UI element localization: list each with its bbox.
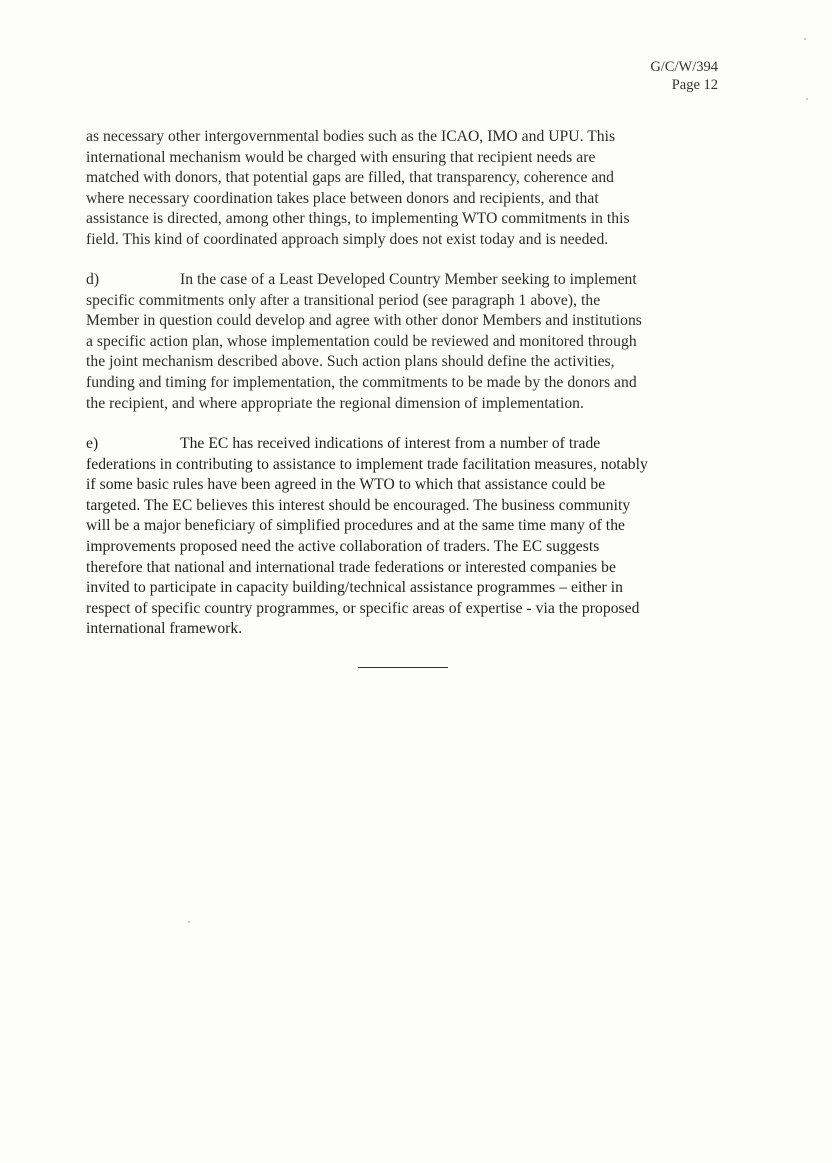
text-line: funding and timing for implementation, the commitments to be made by the donors and <box>86 373 637 391</box>
text-line: international mechanism would be charged with ensuring that recipient needs are <box>86 148 596 166</box>
text-line: if some basic rules have been agreed in the WTO to which that assistance could be <box>86 476 606 494</box>
page-number: Page 12 <box>671 77 718 93</box>
scan-speck <box>188 921 190 923</box>
text-line: federations in contributing to assistance to implement trade facilitation measures, notably <box>86 455 648 473</box>
text-line: targeted. The EC believes this interest should be encouraged. The business community <box>86 496 631 514</box>
text-line: the recipient, and where appropriate the regional dimension of implementation. <box>86 394 584 412</box>
text-line: the joint mechanism described above. Such action plans should define the activities, <box>86 353 615 371</box>
text-line: The EC has received indications of interest from a number of trade <box>180 435 601 452</box>
text-line: invited to participate in capacity building/technical assistance programmes – either in <box>86 579 623 597</box>
text-line: therefore that national and international trade federations or interested companies be <box>86 558 616 576</box>
paragraph-continuation <box>86 127 726 251</box>
scan-speck <box>806 98 808 100</box>
document-symbol: G/C/W/394 <box>650 59 718 75</box>
text-line: matched with donors, that potential gaps are filled, that transparency, coherence and <box>86 169 615 187</box>
text-line: In the case of a Least Developed Country Member seeking to implement <box>180 271 637 288</box>
text-line: Member in question could develop and agree with other donor Members and institutions <box>86 312 642 330</box>
text-line: international framework. <box>86 620 243 638</box>
text-line: respect of specific country programmes, or specific areas of expertise - via the proposed <box>86 599 640 617</box>
text-line: improvements proposed need the active collaboration of traders. The EC suggests <box>86 537 600 555</box>
text-line: specific commitments only after a transitional period (see paragraph 1 above), the <box>86 291 601 309</box>
paragraph-label: e) <box>86 435 99 452</box>
text-line: will be a major beneficiary of simplified procedures and at the same time many of the <box>86 517 626 535</box>
paragraph-label: d) <box>86 271 100 288</box>
text-line: assistance is directed, among other things, to implementing WTO commitments in this <box>86 210 630 228</box>
text-line: a specific action plan, whose implementation could be reviewed and monitored through <box>86 332 637 350</box>
text-line: as necessary other intergovernmental bodies such as the ICAO, IMO and UPU. This <box>86 128 616 145</box>
page-header <box>650 58 718 94</box>
text-line-first <box>86 270 726 291</box>
text-line: field. This kind of coordinated approach simply does not exist today and is needed. <box>86 230 609 248</box>
end-of-document-rule <box>358 667 448 668</box>
text-line-first <box>86 434 726 455</box>
paragraph-e <box>86 434 726 640</box>
scan-speck <box>804 38 806 40</box>
paragraph-d <box>86 270 726 414</box>
text-line: where necessary coordination takes place between donors and recipients, and that <box>86 189 599 207</box>
